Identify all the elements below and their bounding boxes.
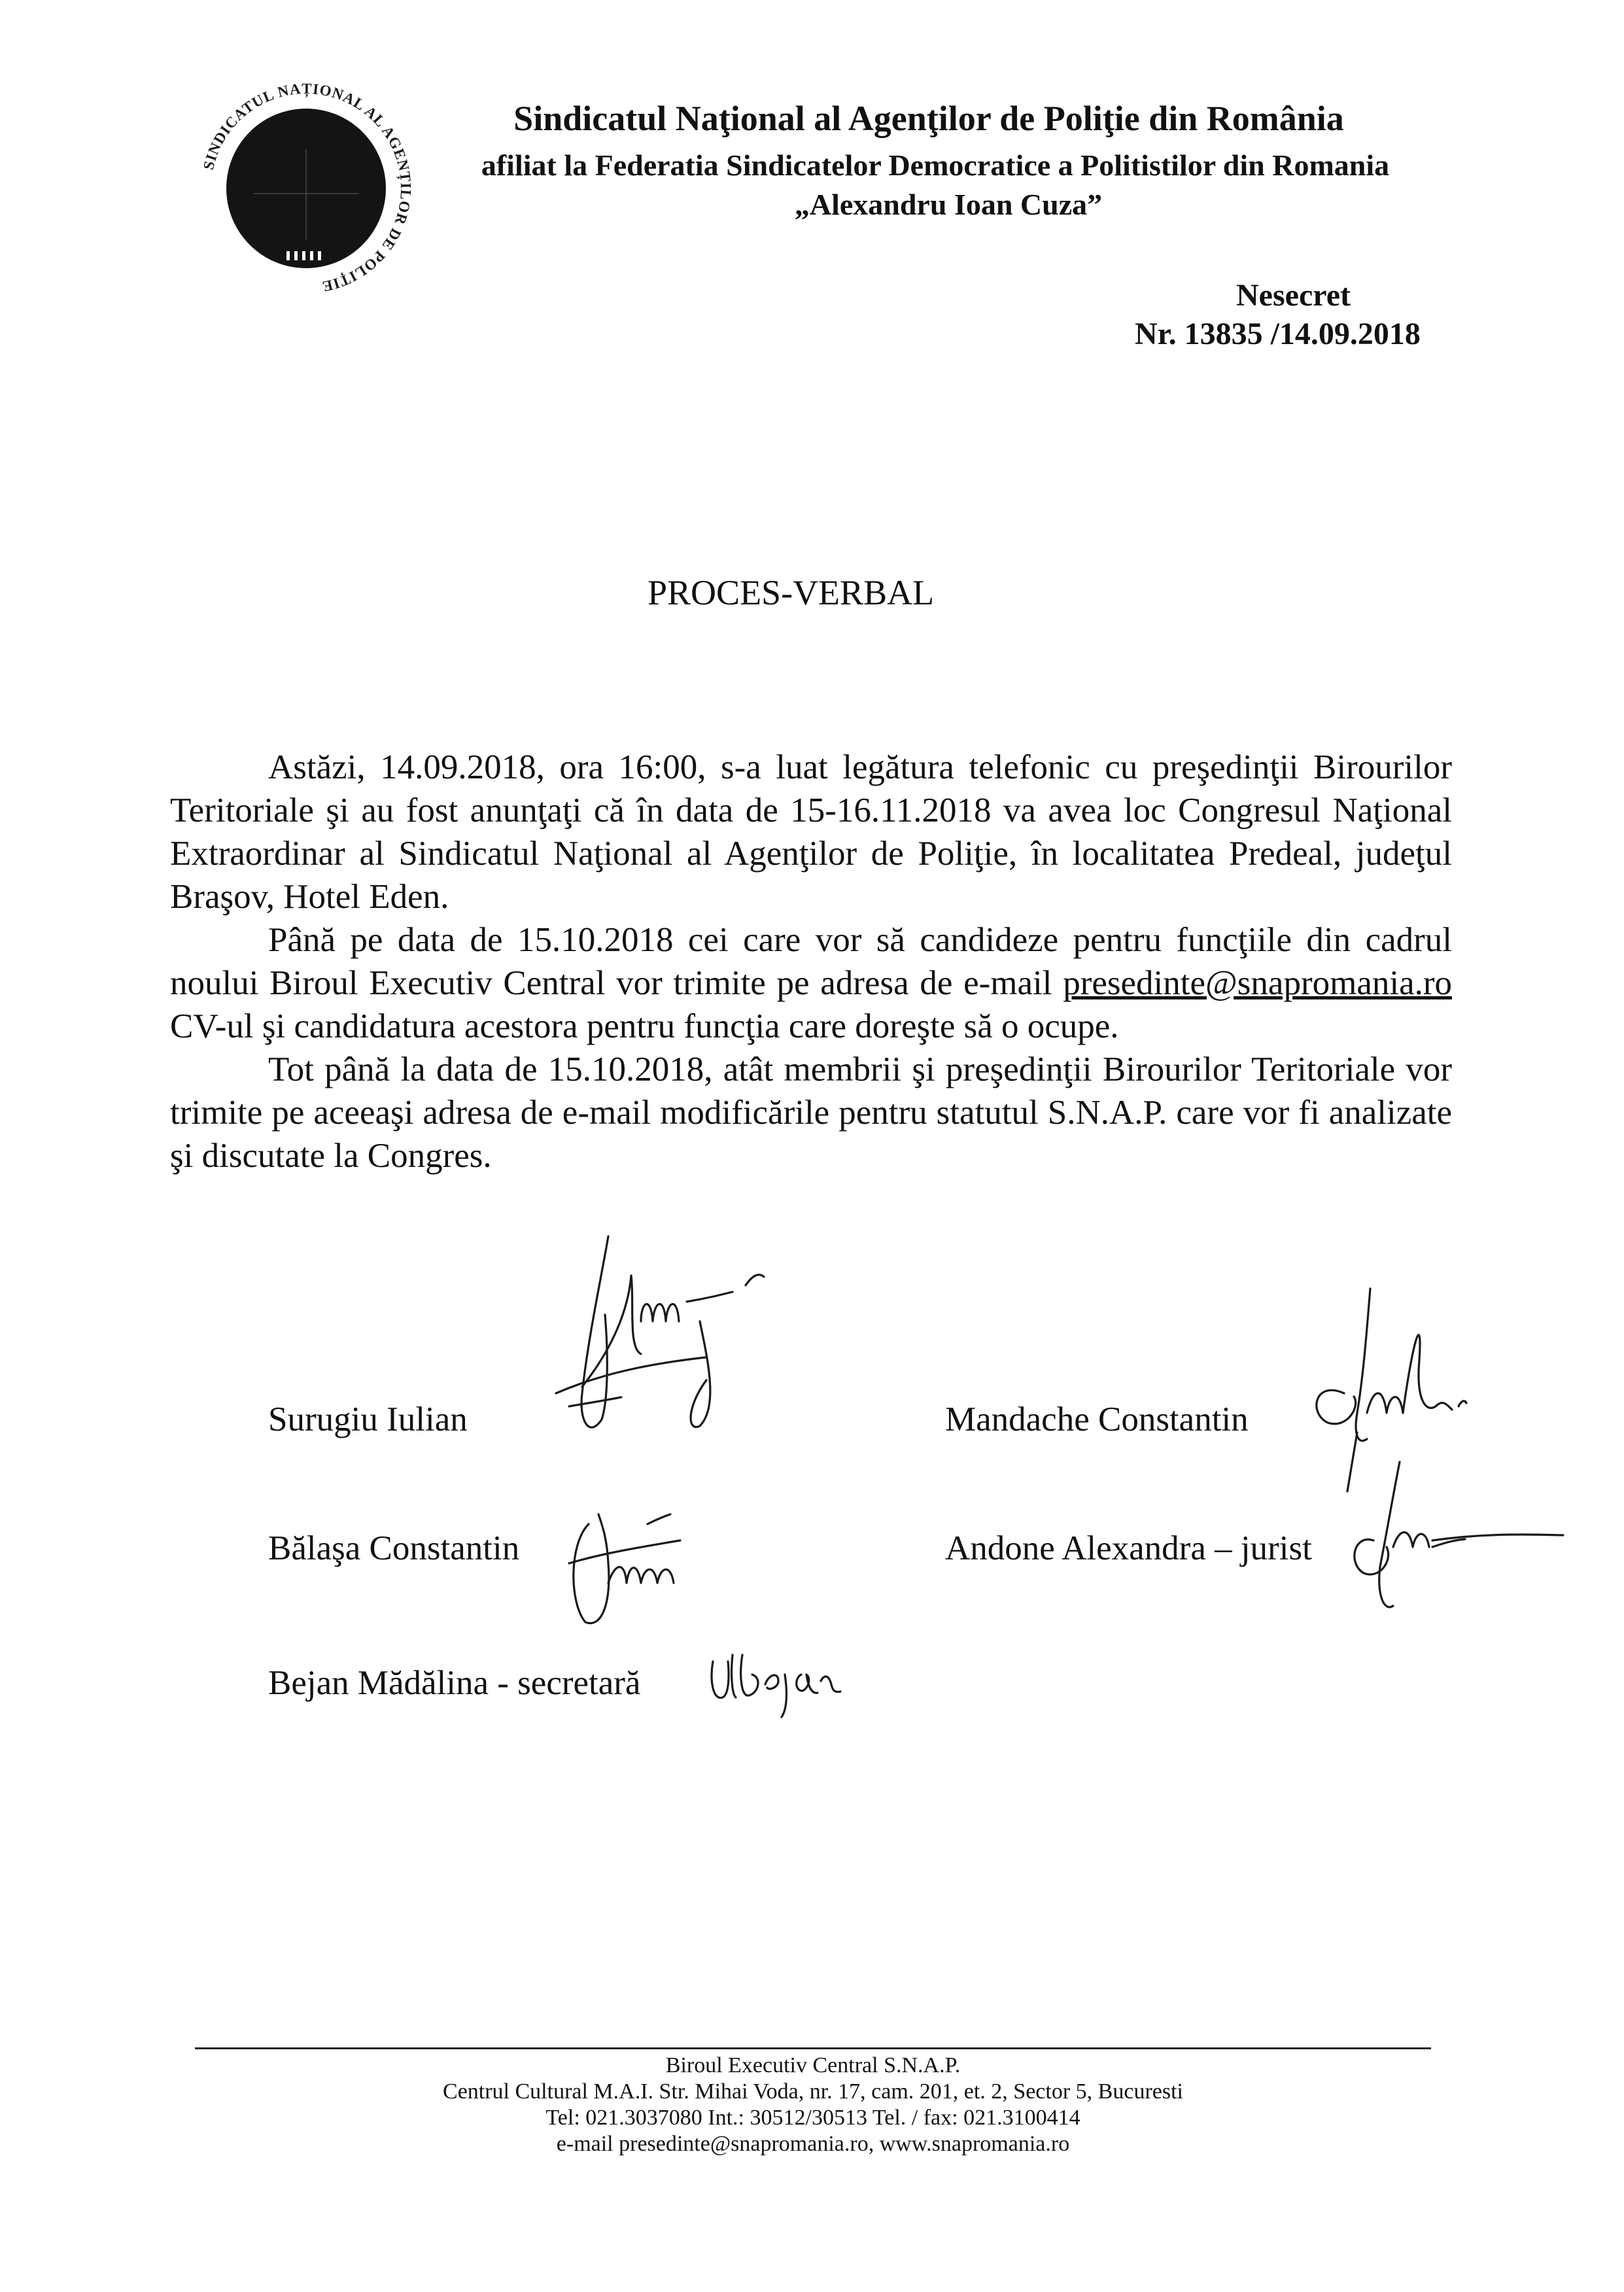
affiliation-line: afiliat la Federatia Sindicatelor Democratice a Politistilor din Romania: [481, 148, 1390, 182]
classification: Nesecret: [1236, 278, 1351, 313]
body-text: [170, 746, 1452, 1177]
email-link[interactable]: presedinte@snapromania.ro: [1063, 964, 1452, 1002]
footer-address: Centrul Cultural M.A.I. Str. Mihai Voda, nr. 17, cam. 201, et. 2, Sector 5, Bucuresti: [443, 2079, 1183, 2104]
paragraph-2-before: Până pe data de 15.10.2018 cei care vor să candideze pentru funcţiile din cadrul noului Biroul Executiv Central vor trimite pe adresa de e-mail: [170, 921, 1452, 1002]
footer-contact: e-mail presedinte@snapromania.ro, www.snapromania.ro: [556, 2132, 1070, 2156]
signature-bejan: [703, 1635, 893, 1727]
footer: [195, 2053, 1431, 2157]
logo-seal-text: SINDICATUL NAȚIONAL AL AGENȚILOR DE POLIȚIE: [199, 80, 415, 295]
signatory-balasa: Bălaşa Constantin: [268, 1529, 520, 1567]
federation-name: „Alexandru Ioan Cuza”: [794, 188, 1103, 221]
document-title: PROCES-VERBAL: [648, 573, 935, 612]
signatory-mandache: Mandache Constantin: [945, 1400, 1249, 1438]
signatory-andone: Andone Alexandra – jurist: [945, 1529, 1312, 1567]
paragraph-3: Tot până la data de 15.10.2018, atât membrii şi preşedinţii Birourilor Teritoriale vor trimite pe aceeaşi adresa de e-mail modificările pentru statutul S.N.A.P. care vor fi analizate şi discutate la Congres.: [170, 1050, 1452, 1175]
signature-andone: [1347, 1449, 1570, 1625]
footer-divider: [195, 2047, 1431, 2049]
signature-surugiu: [510, 1223, 785, 1459]
paragraph-1: Astăzi, 14.09.2018, ora 16:00, s-a luat legătura telefonic cu preşedinţii Birourilor Teritoriale şi au fost anunţaţi că în data de 15-16.11.2018 va avea loc Congresul Naţional Extraordinar al Sindicatul Naţional al Agenţilor de Poliţie, în localitatea Predeal, judeţul Braşov, Hotel Eden.: [170, 748, 1452, 916]
footer-phones: Tel: 021.3037080 Int.: 30512/30513 Tel. / fax: 021.3100414: [545, 2106, 1080, 2130]
signature-balasa: [549, 1485, 719, 1635]
paragraph-2: [170, 918, 1452, 1048]
paragraph-2-after: CV-ul şi candidatura acestora pentru funcţia care doreşte să o ocupe.: [170, 1007, 1119, 1045]
document-number: Nr. 13835 /14.09.2018: [1135, 317, 1421, 351]
signatory-bejan: Bejan Mădălina - secretară: [268, 1664, 641, 1702]
org-name: Sindicatul Naţional al Agenţilor de Poliţie din România: [513, 99, 1344, 138]
union-logo: [195, 77, 417, 300]
footer-office: Biroul Executiv Central S.N.A.P.: [665, 2053, 961, 2077]
signatory-surugiu: Surugiu Iulian: [268, 1400, 468, 1438]
